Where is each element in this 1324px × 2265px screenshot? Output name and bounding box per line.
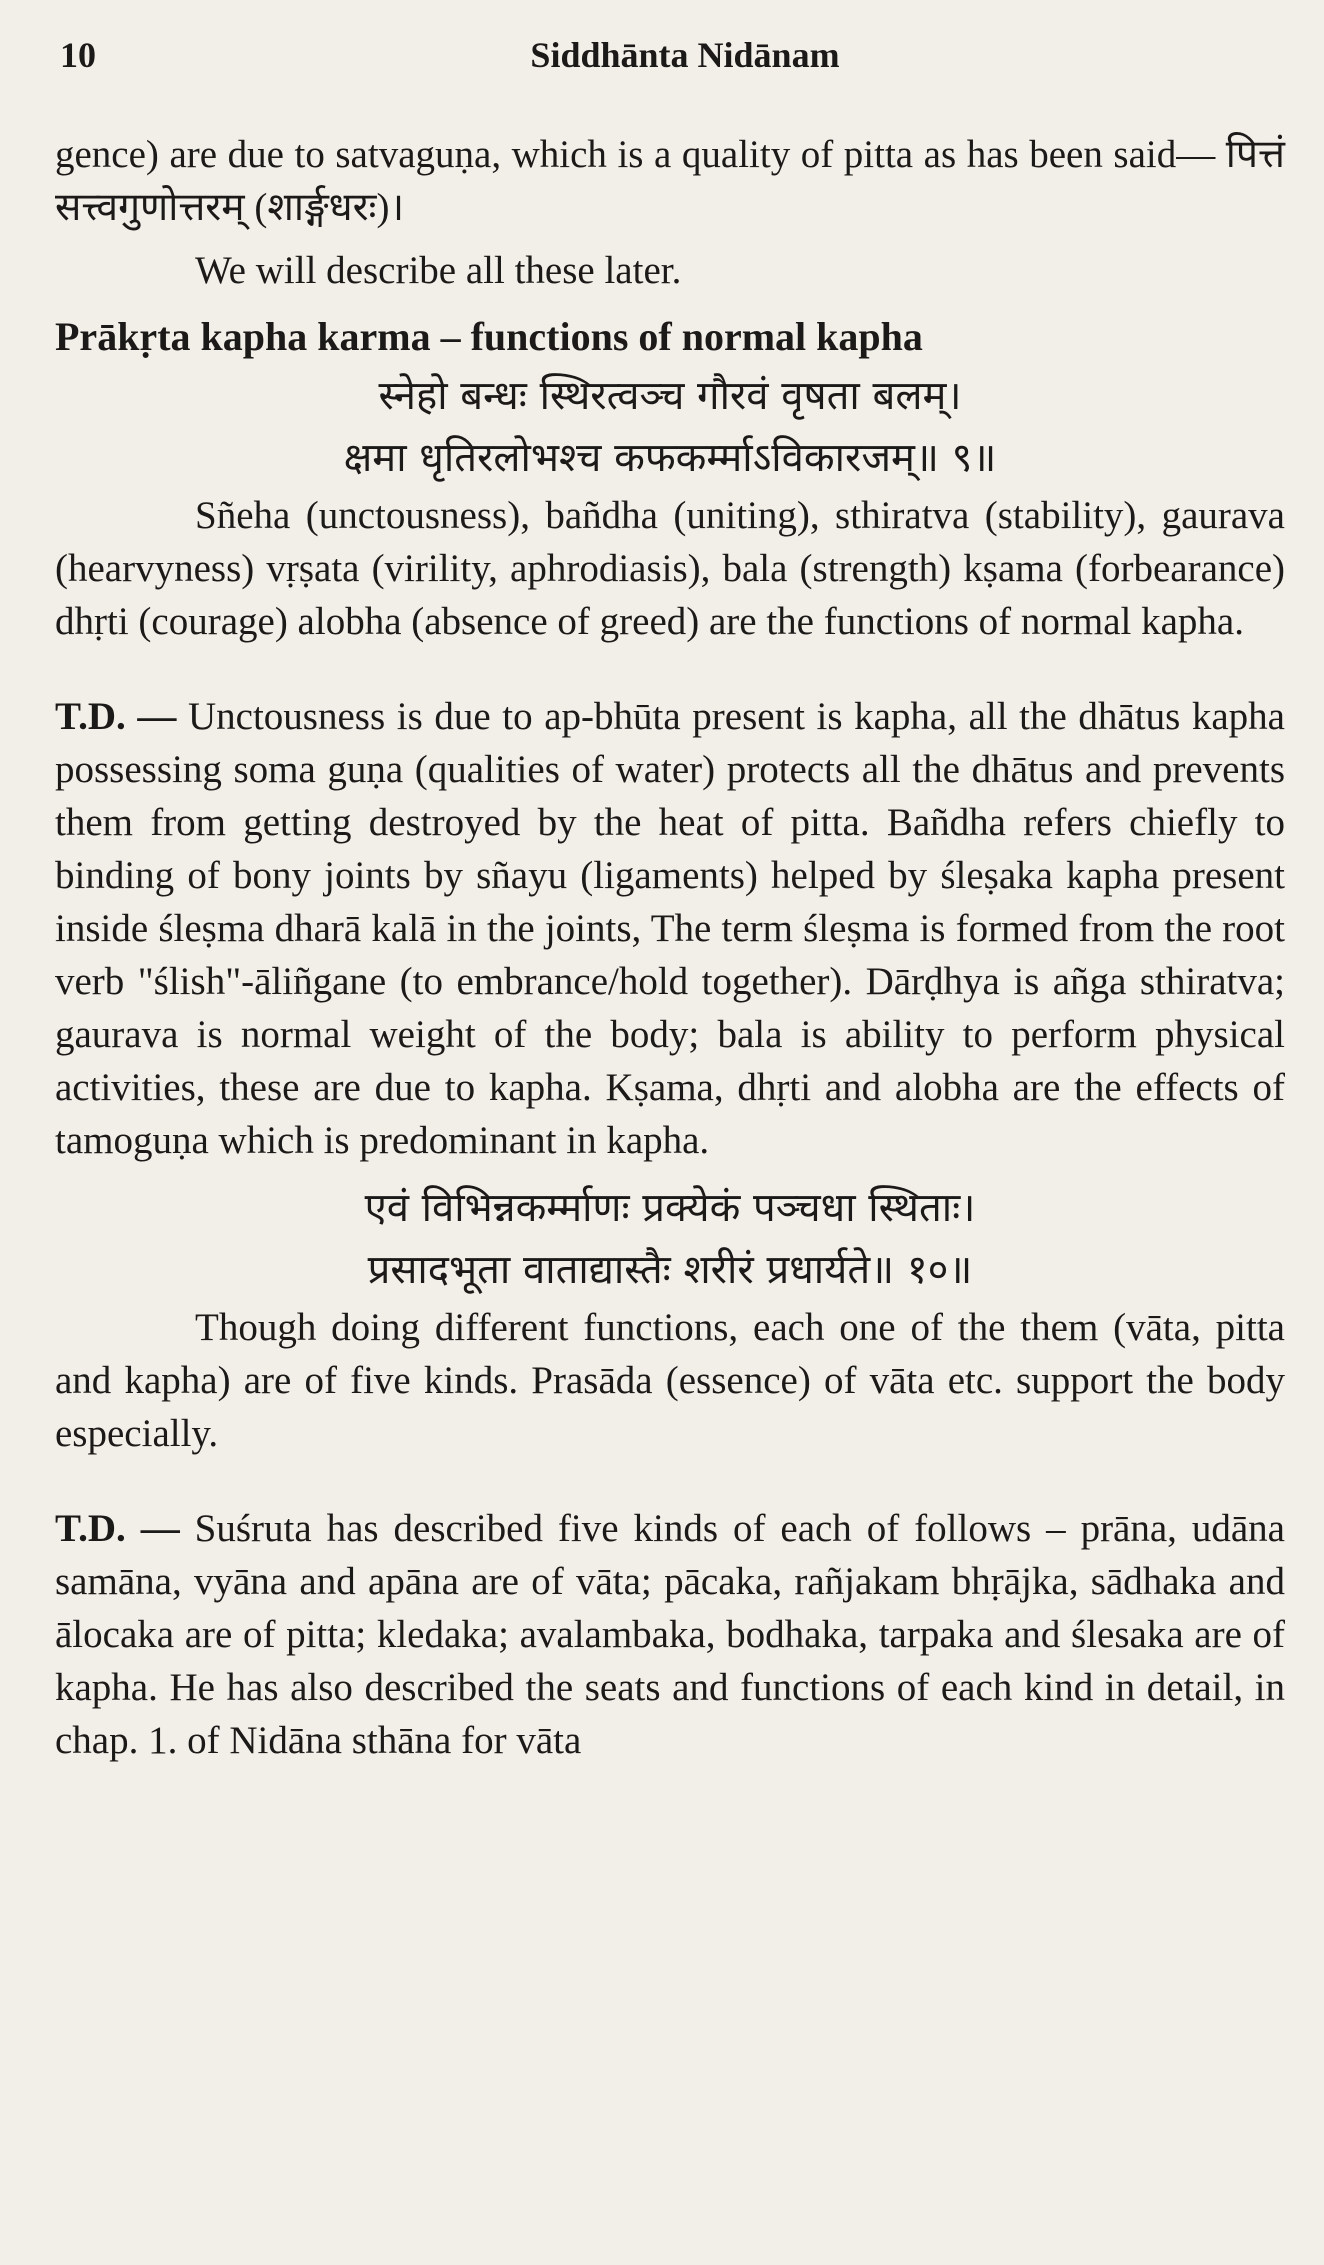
sanskrit-verse-9-line-2: क्षमा धृतिरलोभश्च कफकर्म्माऽविकारजम्॥ ९॥ [343, 435, 997, 481]
td-text: Unctousness is due to ap-bhūta present is kapha, all the dhātus kapha possessing soma guṇa (qualities of water) protects all the dhātus and prevents them from getting destroyed by the heat of pitta. Bañdha refers chiefly to binding of bony joints by sñayu (ligaments) helped by śleṣaka kapha present inside śleṣma dharā kalā in the joints, The term śleṣma is formed from the root verb "ślish"-āliñgane (to embrance/hold together). Dārḍhya is añga sthiratva; gaurava is normal weight of the body; bala is ability to perform physical activities, these are due to kapha. Kṣama, dhṛti and alobha are the effects of tamoguṇa which is predominant in kapha. [55, 695, 1285, 1162]
paragraph-describe-later: We will describe all these later. [195, 249, 682, 292]
section-heading: Prākṛta kapha karma – functions of normal kapha [55, 314, 923, 359]
page-body [55, 128, 1285, 1767]
page-header [60, 28, 1310, 98]
td-label: T.D. — [55, 695, 177, 738]
td-label: T.D. — [55, 1507, 180, 1550]
sanskrit-verse-9-line-1: स्नेहो बन्धः स्थिरत्वञ्च गौरवं वृषता बलम्। [378, 373, 962, 419]
running-title: Siddhānta Nidānam [530, 35, 840, 75]
translator-note-2 [55, 1502, 1285, 1767]
page-number: 10 [60, 35, 96, 75]
sanskrit-verse-10-line-2: प्रसादभूता वाताद्यास्तैः शरीरं प्रधार्यते॥ १०॥ [367, 1247, 973, 1293]
td-text: Suśruta has described five kinds of each of follows – prāna, udāna samāna, vyāna and apāna are of vāta; pācaka, rañjakam bhṛājka, sādhaka and ālocaka are of pitta; kledaka; avalambaka, bodhaka, tarpaka and ślesaka are of kapha. He has also described the seats and functions of each kind in detail, in chap. 1. of Nidāna sthāna for vāta [55, 1507, 1285, 1762]
paragraph-verse-10-translation: Though doing different functions, each one of the them (vāta, pitta and kapha) are of five kinds. Prasāda (essence) of vāta etc. support the body especially. [55, 1306, 1285, 1455]
translator-note-1 [55, 690, 1285, 1167]
paragraph-continuation: gence) are due to satvaguṇa, which is a quality of pitta as has been said— पित्तं सत्त्वगुणोत्तरम् (शार्ङ्गधरः)। [55, 133, 1285, 229]
paragraph-verse-9-translation: Sñeha (unctousness), bañdha (uniting), sthiratva (stability), gaurava (hearvyness) vṛṣata (virility, aphrodiasis), bala (strength) kṣama (forbearance) dhṛti (courage) alobha (absence of greed) are the functions of normal kapha. [55, 494, 1285, 643]
sanskrit-verse-10-line-1: एवं विभिन्नकर्म्माणः प्रक्येकं पञ्चधा स्थिताः। [364, 1185, 976, 1231]
